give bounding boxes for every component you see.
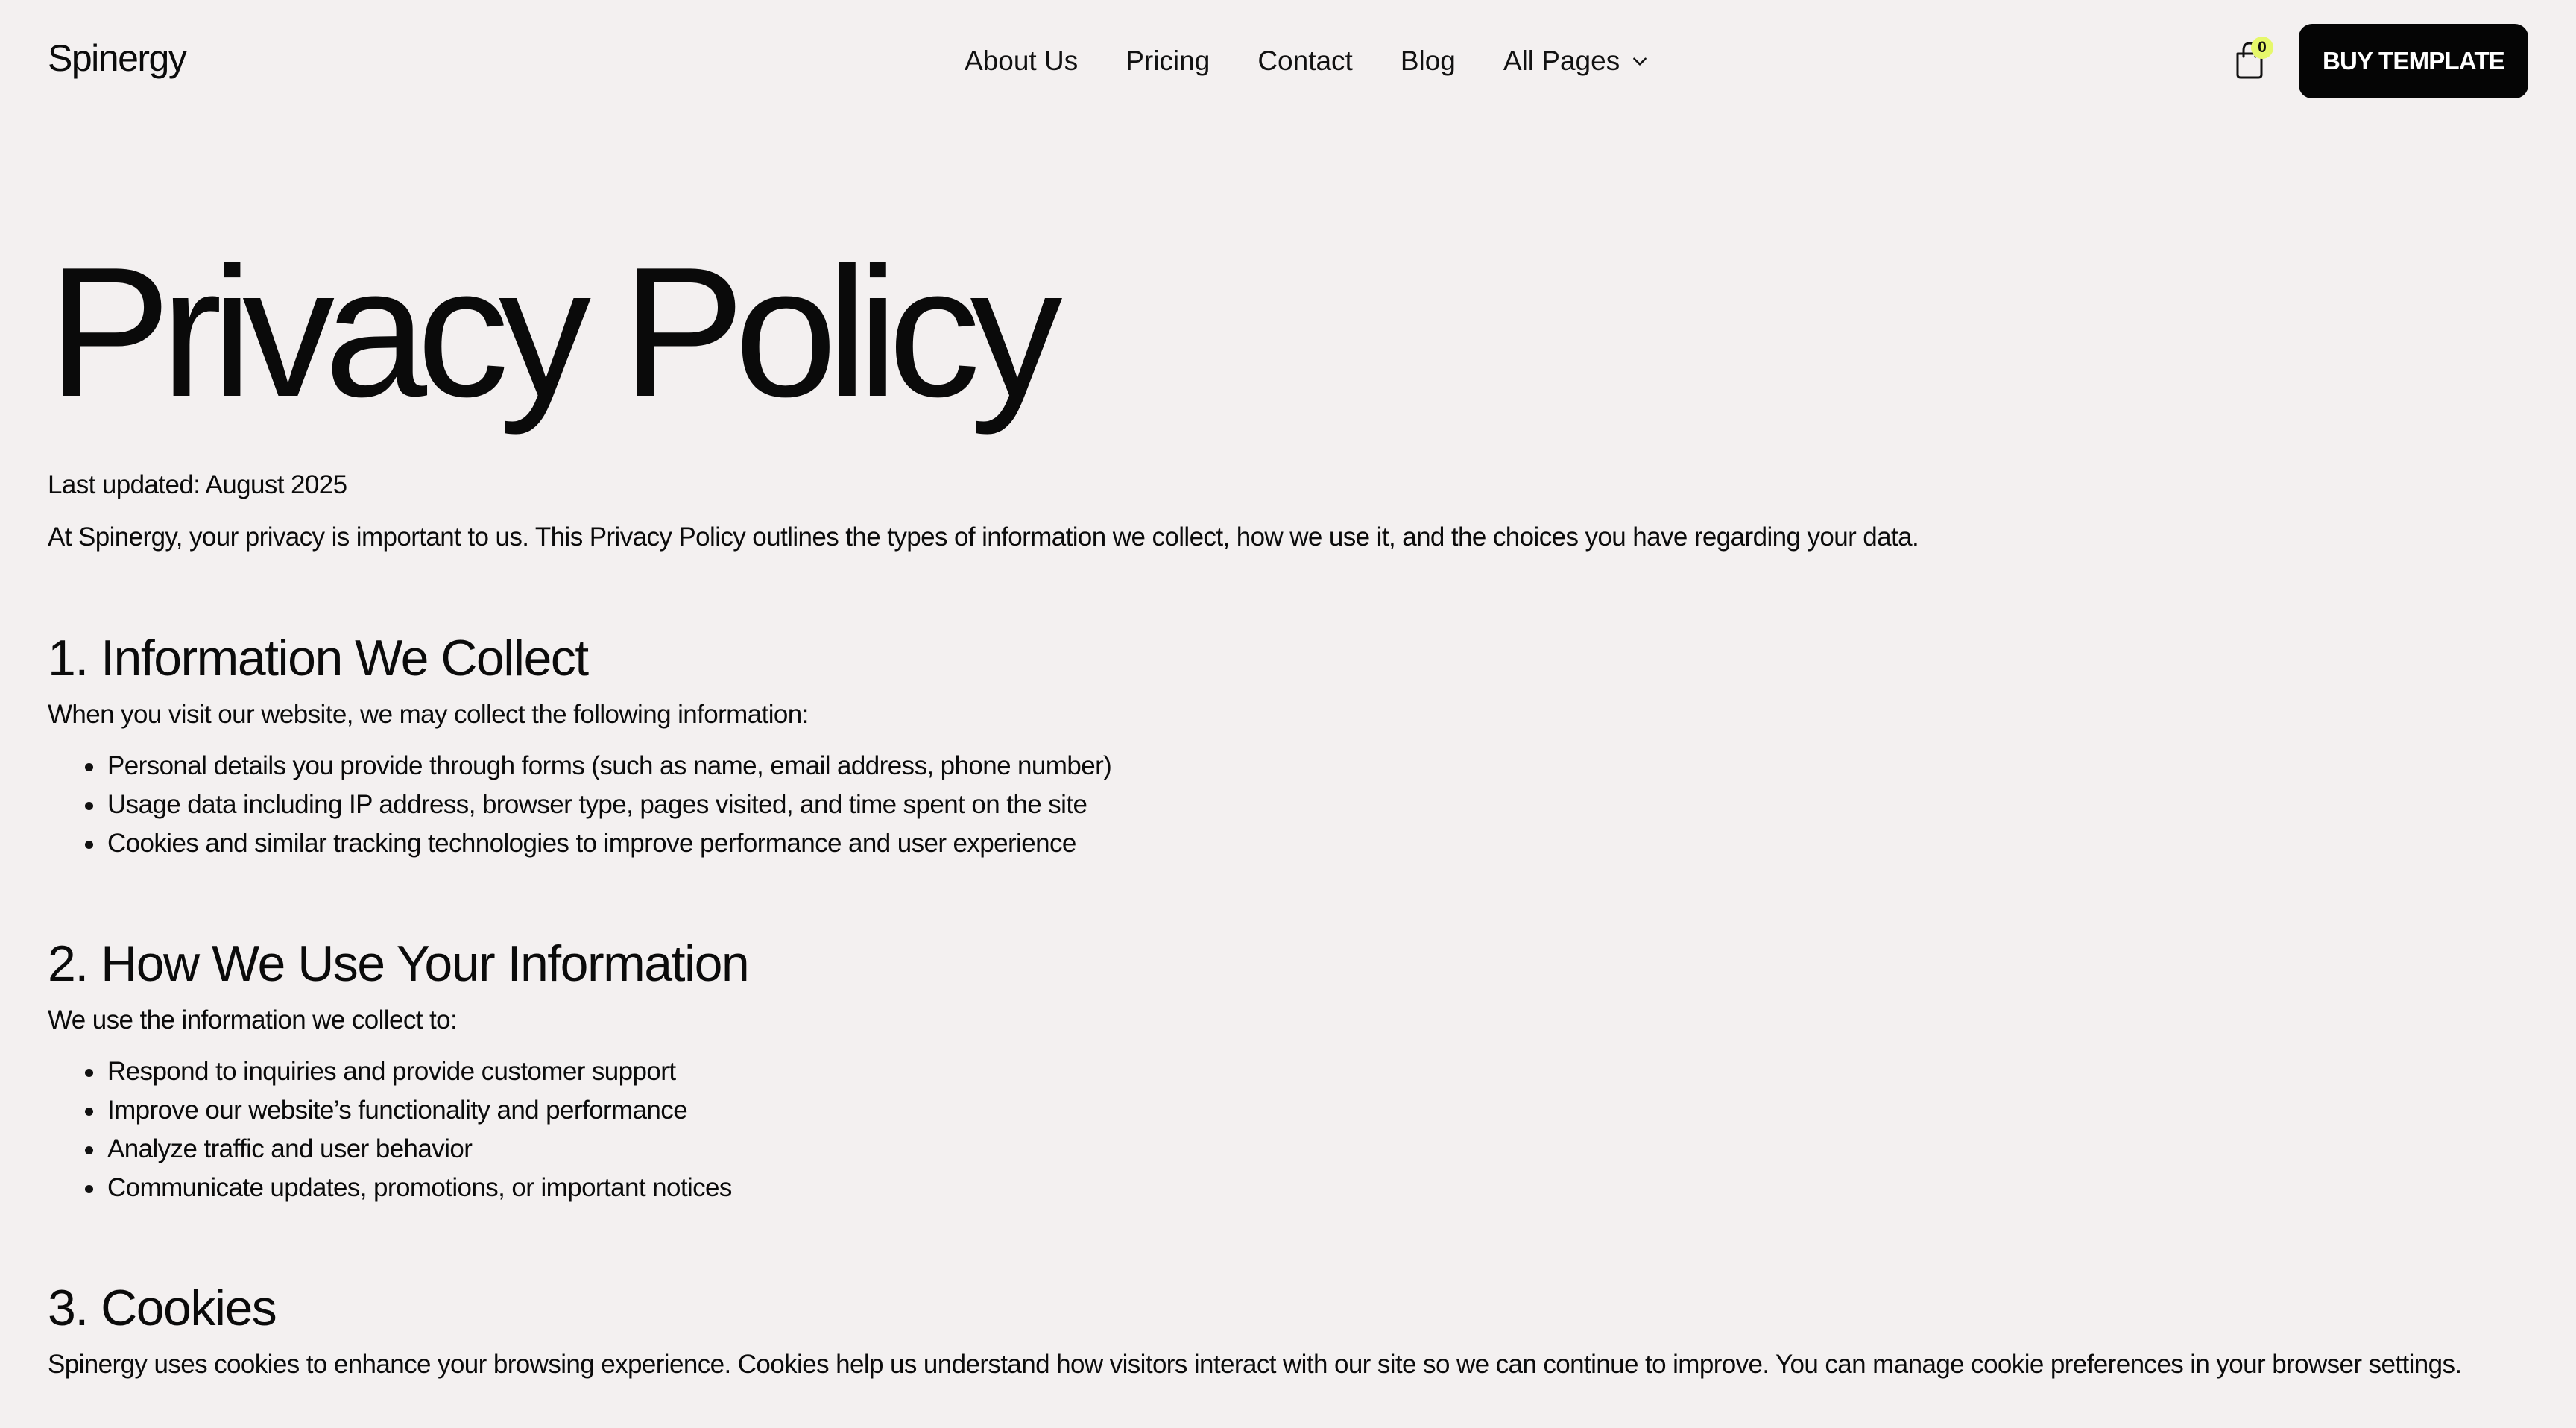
site-logo[interactable]: Spinergy	[48, 37, 186, 79]
bullet-icon	[85, 1146, 93, 1154]
list-item-text: Cookies and similar tracking technologies to improve performance and user experience	[107, 829, 1076, 858]
section-heading: 2. How We Use Your Information	[48, 935, 749, 992]
bullet-icon	[85, 1185, 93, 1193]
nav-item-all-pages[interactable]	[1503, 40, 1650, 82]
section-text: Spinergy uses cookies to enhance your browsing experience. Cookies help us understand how visitors interact with our site so we can continue to improve. You can manage cookie preferences in your browser settings.	[48, 1350, 2462, 1379]
section-information-we-collect	[48, 625, 2537, 863]
list-item-text: Usage data including IP address, browser type, pages visited, and time spent on the site	[107, 790, 1087, 819]
nav-item-label: Blog	[1400, 45, 1456, 76]
bullet-list	[48, 1052, 2537, 1207]
bullet-icon	[85, 1069, 93, 1077]
list-item	[48, 824, 2537, 863]
bullet-icon	[85, 841, 93, 849]
last-updated: Last updated: August 2025	[48, 470, 347, 499]
list-item-text: Personal details you provide through forms (such as name, email address, phone number)	[107, 751, 1112, 780]
bullet-icon	[85, 802, 93, 810]
list-item	[48, 747, 2537, 786]
privacy-policy-content	[48, 224, 2537, 1385]
list-item	[48, 1130, 2537, 1169]
section-cookies	[48, 1274, 2537, 1385]
site-header	[0, 0, 2576, 121]
bullet-list	[48, 747, 2537, 863]
cart-count-badge: 0	[2251, 37, 2273, 59]
list-item-text: Improve our website’s functionality and performance	[107, 1096, 688, 1125]
list-item-text: Analyze traffic and user behavior	[107, 1134, 473, 1163]
nav-item-about-us[interactable]	[965, 40, 1078, 82]
nav-item-label: All Pages	[1503, 45, 1620, 76]
nav-item-label: Pricing	[1126, 45, 1210, 76]
main-nav	[965, 40, 1650, 82]
list-item	[48, 1091, 2537, 1130]
buy-template-button[interactable]: BUY TEMPLATE	[2299, 24, 2528, 98]
nav-item-contact[interactable]	[1257, 40, 1353, 82]
list-item	[48, 1052, 2537, 1091]
bullet-icon	[85, 763, 93, 771]
nav-item-pricing[interactable]	[1126, 40, 1210, 82]
nav-item-label: About Us	[965, 45, 1079, 76]
list-item	[48, 1169, 2537, 1207]
chevron-down-icon	[1630, 51, 1650, 71]
list-item-text: Respond to inquiries and provide customer support	[107, 1057, 676, 1086]
list-item	[48, 786, 2537, 824]
page-title: Privacy Policy	[48, 228, 1052, 435]
section-heading: 3. Cookies	[48, 1280, 277, 1336]
section-how-we-use-information	[48, 930, 2537, 1207]
section-heading: 1. Information We Collect	[48, 630, 588, 686]
intro-paragraph: At Spinergy, your privacy is important to us. This Privacy Policy outlines the types of information we collect, how we use it, and the choices you have regarding your data.	[48, 522, 1919, 552]
nav-item-label: Contact	[1257, 45, 1353, 76]
section-text: When you visit our website, we may collect the following information:	[48, 700, 809, 729]
nav-item-blog[interactable]	[1401, 40, 1456, 82]
section-text: We use the information we collect to:	[48, 1005, 458, 1034]
bullet-icon	[85, 1108, 93, 1116]
list-item-text: Communicate updates, promotions, or important notices	[107, 1173, 732, 1202]
